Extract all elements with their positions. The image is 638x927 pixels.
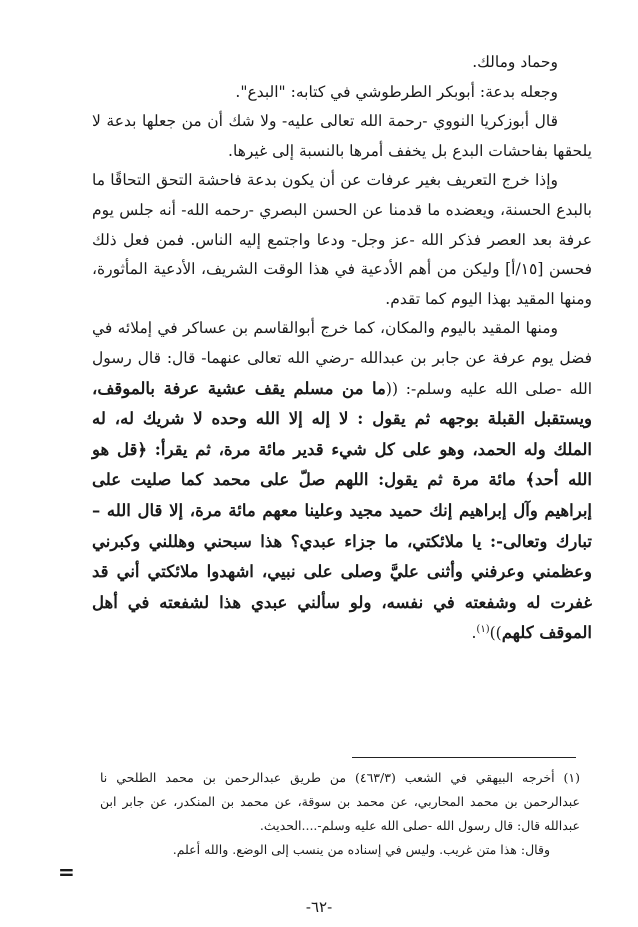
paragraph: وجعله بدعة: أبوبكر الطرطوشي في كتابه: "البدع". bbox=[235, 82, 558, 101]
main-text bbox=[92, 48, 592, 649]
paragraph: قال أبوزكريا النووي -رحمة الله تعالى عليه- ولا شك أن من جعلها بدعة لا يلحقها بفاحشات البدع بل يخفف أمرها بالنسبة إلى غيرها. bbox=[92, 112, 592, 160]
hadith-intro: ومنها المقيد باليوم والمكان، كما خرج أبوالقاسم بن عساكر في إملائه في فضل يوم عرفة عن جابر بن عبدالله -رضي الله تعالى عنهما- قال: قال رسول الله -صلى الله عليه وسلم-: (( bbox=[92, 319, 592, 398]
footnote-text: (١) أخرجه البيهقي في الشعب (٤٦٣/٣) من طريق عبدالرحمن بن محمد الطلحي نا عبدالرحمن بن محمد المحاربي، عن محمد بن سوقة، عن محمد بن المنكدر، عن جابر ابن عبدالله قال: قال رسول الله -صلى الله عليه وسلم-....الحديث. bbox=[100, 770, 580, 833]
continuation-mark: = bbox=[58, 860, 75, 884]
hadith-paragraph bbox=[92, 314, 592, 649]
footnote-reference[interactable]: (١) bbox=[476, 624, 490, 636]
footnote-text: وقال: هذا متن غريب. وليس في إسناده من ينسب إلى الوضع. والله أعلم. bbox=[172, 842, 550, 857]
hadith-close: )) bbox=[489, 624, 502, 643]
paragraph: وإذا خرج التعريف بغير عرفات عن أن يكون بدعة فاحشة التحق التحاقًا ما بالبدع الحسنة، ويعضده ما قدمنا عن الحسن البصري -رحمه الله- أنه جلس يوم عرفة بعد العصر فذكر الله -عز وجل- ودعا واجتمع إليه الناس. فمن فعل ذلك فحسن [١٥/أ] وليكن من أهم الأدعية في هذا الوقت الشريف، الأدعية المأثورة، ومنها المقيد بهذا اليوم كما تقدم. bbox=[92, 171, 592, 308]
footnote-block bbox=[100, 766, 580, 862]
footnote-separator bbox=[352, 757, 576, 758]
hadith-end: . bbox=[471, 624, 477, 643]
hadith-text: ما من مسلم يقف عشية عرفة بالموقف، ويستقبل القبلة بوجهه ثم يقول : لا إله إلا الله وحده لا شريك له، له الملك وله الحمد، وهو على كل شيء قدير مائة مرة، ثم يقرأ: ﴿قل هو الله أحد﴾ مائة مرة ثم يقول: اللهم صلّ على محمد كما صليت على إبراهيم وآل إبراهيم إنك حميد مجيد وعلينا معهم مائة مرة، إلا قال الله – تبارك وتعالى-: يا ملائكتي، ما جزاء عبدي؟ هذا سبحني وهللني وكبرني وعظمني وعرفني وأثنى عليَّ وصلى على نبيي، اشهدوا ملائكتي أني قد غفرت له وشفعته في نفسه، ولو سألني عبدي هذا لشفعته في أهل الموقف كلهم bbox=[92, 378, 592, 643]
page-number: -٦٢- bbox=[305, 898, 333, 916]
paragraph: وحماد ومالك. bbox=[472, 53, 558, 71]
